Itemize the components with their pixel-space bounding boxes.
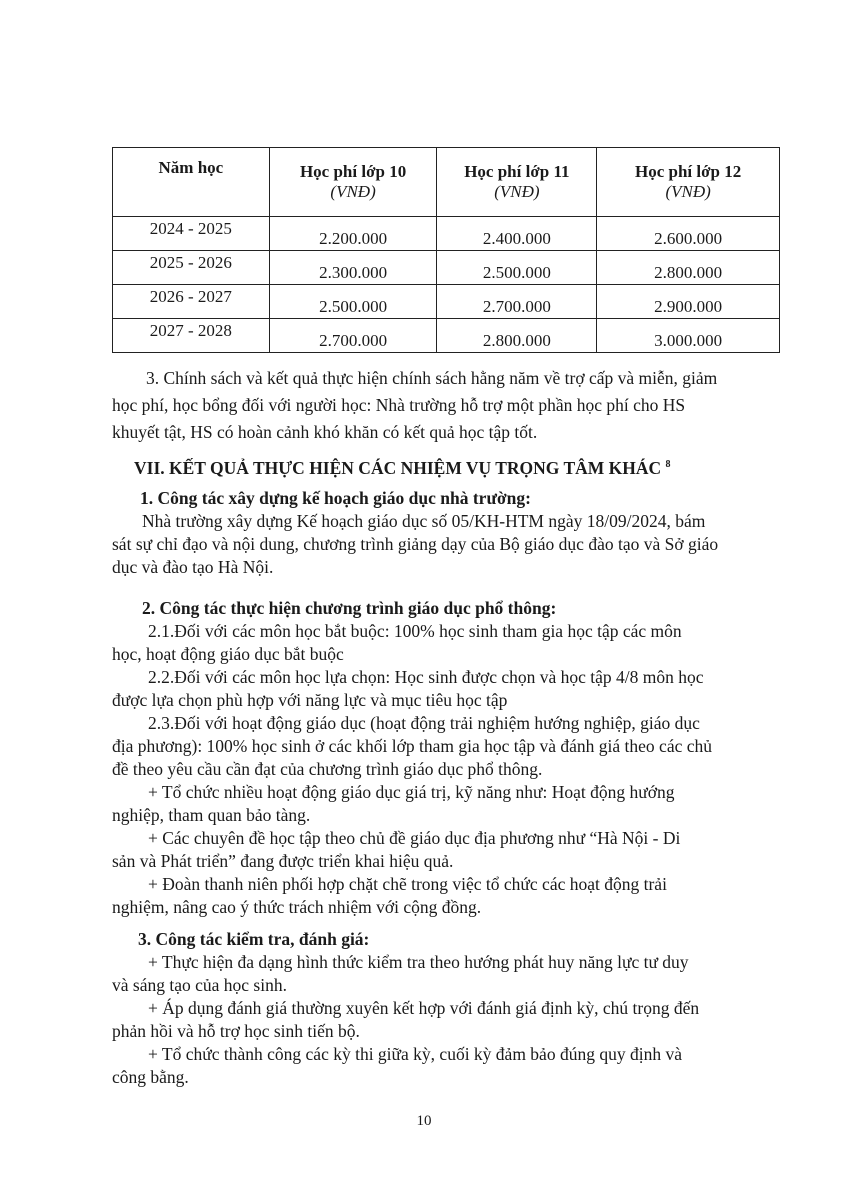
table-row xyxy=(113,251,780,285)
cell-fee: 2.300.000 xyxy=(269,251,437,285)
header-grade-11-fee: Học phí lớp 11 (VNĐ) xyxy=(437,148,597,217)
text-line: nghiệp, tham quan bảo tàng. xyxy=(112,805,311,825)
item-3-heading: 3. Công tác kiểm tra, đánh giá: xyxy=(138,929,370,949)
cell-fee: 2.500.000 xyxy=(269,285,437,319)
cell-year: 2024 - 2025 xyxy=(113,217,270,251)
text-line: nghiệm, nâng cao ý thức trách nhiệm với cộng đồng. xyxy=(112,897,482,917)
text-line: dục và đào tạo Hà Nội. xyxy=(112,557,274,577)
text-line: đề theo yêu cầu cần đạt của chương trình giáo dục phổ thông. xyxy=(112,759,543,779)
header-grade-10-fee: Học phí lớp 10 (VNĐ) xyxy=(269,148,437,217)
cell-fee: 2.700.000 xyxy=(269,319,437,353)
text-line: + Áp dụng đánh giá thường xuyên kết hợp với đánh giá định kỳ, chú trọng đến xyxy=(148,998,700,1018)
table-header-row xyxy=(113,148,780,217)
policy-paragraph xyxy=(112,367,780,444)
cell-fee: 2.600.000 xyxy=(597,217,780,251)
item-1 xyxy=(112,487,780,579)
item-1-heading: 1. Công tác xây dựng kế hoạch giáo dục nhà trường: xyxy=(140,488,531,508)
text-line: + Tổ chức nhiều hoạt động giáo dục giá trị, kỹ năng như: Hoạt động hướng xyxy=(148,782,675,802)
text-line: công bằng. xyxy=(112,1067,189,1087)
text-line: học, hoạt động giáo dục bắt buộc xyxy=(112,644,344,664)
table-row xyxy=(113,285,780,319)
cell-fee: 2.200.000 xyxy=(269,217,437,251)
header-grade-12-fee: Học phí lớp 12 (VNĐ) xyxy=(597,148,780,217)
tuition-fee-table xyxy=(112,147,780,353)
cell-fee: 2.800.000 xyxy=(597,251,780,285)
text-line: được lựa chọn phù hợp với năng lực và mục tiêu học tập xyxy=(112,690,508,710)
item-2 xyxy=(112,597,780,919)
cell-fee: 2.900.000 xyxy=(597,285,780,319)
cell-fee: 2.500.000 xyxy=(437,251,597,285)
cell-year: 2027 - 2028 xyxy=(113,319,270,353)
page-number: 10 xyxy=(416,1113,432,1129)
text-line: sản và Phát triển” đang được triển khai hiệu quả. xyxy=(112,851,454,871)
text-line: và sáng tạo của học sinh. xyxy=(112,975,287,995)
text-line: + Các chuyên đề học tập theo chủ đề giáo dục địa phương như “Hà Nội - Di xyxy=(148,828,681,848)
section-heading: VII. KẾT QUẢ THỰC HIỆN CÁC NHIỆM VỤ TRỌNG TÂM KHÁC $^8$ xyxy=(134,457,671,478)
text-line: Nhà trường xây dựng Kế hoạch giáo dục số 05/KH-HTM ngày 18/09/2024, bám xyxy=(142,511,706,531)
text-line: phản hồi và hỗ trợ học sinh tiến bộ. xyxy=(112,1021,360,1041)
text-line: khuyết tật, HS có hoàn cảnh khó khăn có kết quả học tập tốt. xyxy=(112,422,538,442)
text-line: + Thực hiện đa dạng hình thức kiểm tra theo hướng phát huy năng lực tư duy xyxy=(148,952,689,972)
text-line: 3. Chính sách và kết quả thực hiện chính sách hằng năm về trợ cấp và miễn, giảm xyxy=(146,368,718,388)
cell-fee: 2.700.000 xyxy=(437,285,597,319)
footnote-marker: 8 xyxy=(665,459,671,470)
cell-fee: 2.800.000 xyxy=(437,319,597,353)
text-line: học phí, học bổng đối với người học: Nhà trường hỗ trợ một phần học phí cho HS xyxy=(112,395,686,415)
text-line: địa phương): 100% học sinh ở các khối lớp tham gia học tập và đánh giá theo các chủ xyxy=(112,736,712,756)
text-line: + Tổ chức thành công các kỳ thi giữa kỳ, cuối kỳ đảm bảo đúng quy định và xyxy=(148,1044,682,1064)
text-line: sát sự chỉ đạo và nội dung, chương trình giảng dạy của Bộ giáo dục đào tạo và Sở giáo xyxy=(112,534,719,554)
table-row xyxy=(113,217,780,251)
text-line: 2.2.Đối với các môn học lựa chọn: Học sinh được chọn và học tập 4/8 môn học xyxy=(148,667,704,687)
item-3 xyxy=(112,928,780,1089)
cell-year: 2026 - 2027 xyxy=(113,285,270,319)
text-line: + Đoàn thanh niên phối hợp chặt chẽ trong việc tổ chức các hoạt động trải xyxy=(148,874,667,894)
header-school-year: Năm học xyxy=(113,148,270,217)
item-2-heading: 2. Công tác thực hiện chương trình giáo dục phổ thông: xyxy=(142,598,557,618)
cell-fee: 3.000.000 xyxy=(597,319,780,353)
table-row xyxy=(113,319,780,353)
cell-year: 2025 - 2026 xyxy=(113,251,270,285)
text-line: 2.3.Đối với hoạt động giáo dục (hoạt động trải nghiệm hướng nghiệp, giáo dục xyxy=(148,713,700,733)
cell-fee: 2.400.000 xyxy=(437,217,597,251)
text-line: 2.1.Đối với các môn học bắt buộc: 100% học sinh tham gia học tập các môn xyxy=(148,621,682,641)
